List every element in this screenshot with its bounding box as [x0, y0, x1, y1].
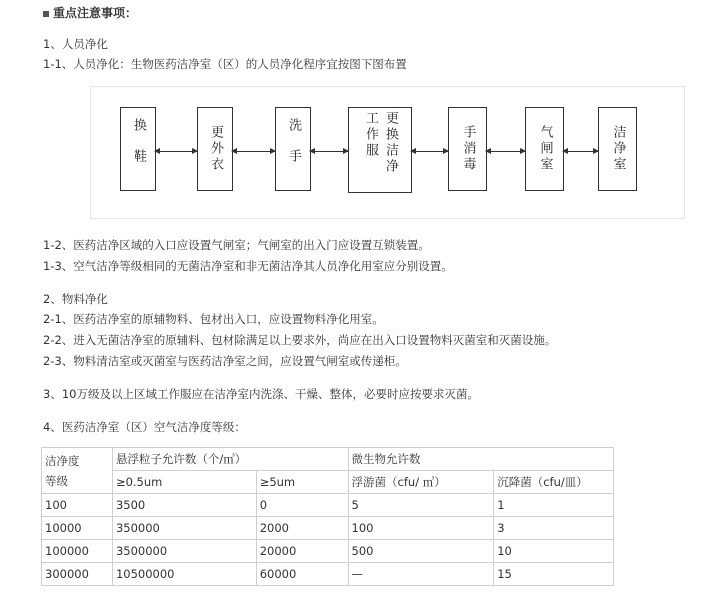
step-label: 更换洁净工作服	[363, 111, 398, 175]
s2-3-text: 2-3、物料清洁室或灭菌室与医药洁净室之间，应设置气闸室或传递柜。	[43, 354, 407, 368]
cell-settle: 15	[494, 563, 614, 586]
section-heading	[43, 4, 137, 21]
table-header-row	[42, 448, 614, 471]
double-arrow-icon	[155, 151, 197, 152]
s1-2-text: 1-2、医药洁净区域的入口应设置气闸室；气闸室的出入门应设置互锁装置。	[43, 238, 430, 252]
cell-grade: 300000	[42, 563, 113, 586]
cell-grade: 10000	[42, 517, 113, 540]
step-wash-hands	[275, 107, 311, 191]
cell-p05: 3500000	[112, 540, 256, 563]
table-subheader-row	[42, 471, 614, 494]
step-change-clean-suit	[348, 107, 412, 193]
double-arrow-icon	[486, 151, 525, 152]
step-label: 换鞋	[131, 118, 146, 180]
header-grade	[42, 448, 113, 494]
s1-title: 1、人员净化	[43, 37, 108, 51]
header-particles: 悬浮粒子允许数（个/㎥）	[112, 448, 348, 471]
cell-grade: 100	[42, 494, 113, 517]
cell-p05: 350000	[112, 517, 256, 540]
s1-1-text: 1-1、人员净化：生物医药洁净室（区）的人员净化程序宜按图下图布置	[43, 57, 407, 71]
cell-float: 500	[348, 540, 494, 563]
header-p05: ≥0.5um	[112, 471, 256, 494]
header-settling-bacteria: 沉降菌（cfu/皿）	[494, 471, 614, 494]
cell-float: —	[348, 563, 494, 586]
header-grade-line1: 洁净度	[45, 453, 80, 468]
double-arrow-icon	[310, 151, 348, 152]
cell-p05: 3500	[112, 494, 256, 517]
s2-2-text: 2-2、进入无菌洁净室的原辅料、包材除满足以上要求外，尚应在出入口设置物料灭菌室和灭菌设施。	[43, 333, 557, 347]
cleanliness-grade-table	[41, 447, 614, 586]
header-floating-bacteria: 浮游菌（cfu/ ㎥）	[348, 471, 494, 494]
step-label: 更外衣	[208, 125, 223, 173]
s3-text: 3、10万级及以上区域工作服应在洁净室内洗涤、干燥、整体，必要时应按要求灭菌。	[43, 387, 479, 401]
cell-p5: 60000	[256, 563, 348, 586]
step-label: 洁净室	[610, 125, 626, 173]
double-arrow-icon	[411, 151, 448, 152]
cell-settle: 3	[494, 517, 614, 540]
cell-p5: 2000	[256, 517, 348, 540]
s4-text: 4、医药洁净室（区）空气洁净度等级：	[43, 420, 246, 434]
header-p5: ≥5um	[256, 471, 348, 494]
cell-p05: 10500000	[112, 563, 256, 586]
cell-float: 100	[348, 517, 494, 540]
cell-p5: 20000	[256, 540, 348, 563]
square-bullet-icon	[43, 11, 49, 17]
s1-3-text: 1-3、空气洁净等级相同的无菌洁净室和非无菌洁净其人员净化用室应分别设置。	[43, 259, 453, 273]
personnel-purification-diagram	[90, 86, 685, 219]
cell-grade: 100000	[42, 540, 113, 563]
step-label: 气闸室	[537, 125, 553, 173]
double-arrow-icon	[563, 151, 598, 152]
header-microbes: 微生物允许数	[348, 448, 613, 471]
step-label: 洗手	[286, 118, 301, 180]
step-label: 手消毒	[460, 125, 476, 173]
cell-float: 5	[348, 494, 494, 517]
s2-1-text: 2-1、医药洁净室的原辅物料、包材出入口，应设置物料净化用室。	[43, 312, 384, 326]
table-row	[42, 517, 614, 540]
section-heading-text: 重点注意事项：	[53, 6, 138, 20]
s2-title: 2、物料净化	[43, 292, 108, 306]
table-row	[42, 563, 614, 586]
cell-p5: 0	[256, 494, 348, 517]
step-cleanroom	[598, 107, 637, 191]
step-change-outerwear	[197, 107, 233, 191]
step-change-shoes	[120, 107, 156, 191]
header-grade-line2: 等级	[45, 473, 68, 488]
cell-settle: 1	[494, 494, 614, 517]
step-airlock	[525, 107, 564, 191]
double-arrow-icon	[232, 151, 275, 152]
step-hand-disinfection	[448, 107, 487, 191]
table-row	[42, 494, 614, 517]
table-row	[42, 540, 614, 563]
cell-settle: 10	[494, 540, 614, 563]
